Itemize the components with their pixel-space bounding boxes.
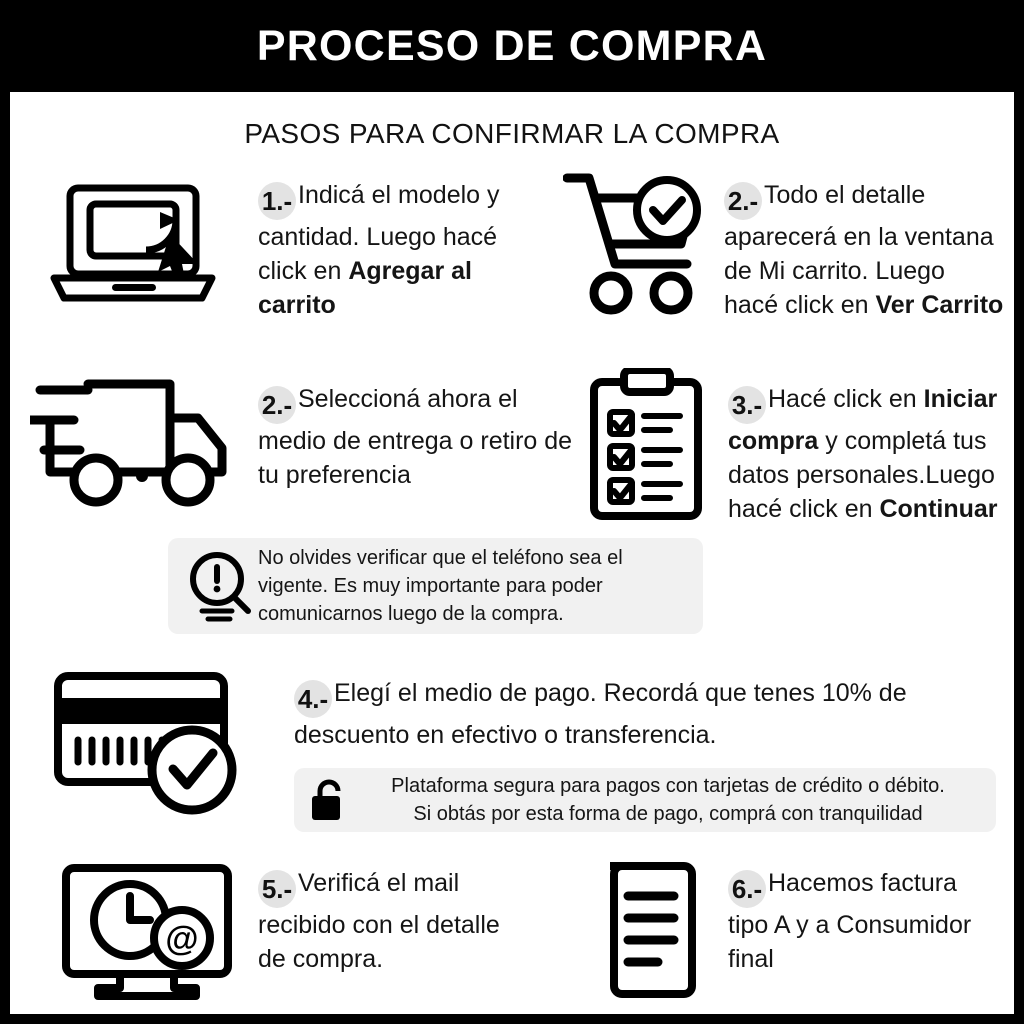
phone-verification-note	[168, 538, 703, 634]
step-2-cart-body: Todo el detalle aparecerá en la ventana de Mi carrito. Luego hacé click en	[724, 181, 994, 319]
secure-payment-note	[294, 768, 996, 832]
step-1	[258, 178, 528, 322]
step-2-cart-text	[724, 178, 1004, 322]
secure-payment-note-line1: Plataforma segura para pagos con tarjetas de crédito o débito.	[391, 775, 945, 797]
step-1-body: Indicá el modelo y cantidad. Luego hacé click en	[258, 181, 500, 285]
padlock-icon	[308, 777, 354, 823]
shopping-cart-check-icon	[563, 168, 711, 320]
step-6	[728, 866, 993, 976]
subtitle: PASOS PARA CONFIRMAR LA COMPRA	[244, 118, 780, 149]
step-2-delivery-number: 2.-	[258, 386, 296, 424]
step-6-text	[728, 866, 993, 976]
step-4-number: 4.-	[294, 680, 332, 718]
step-3-number: 3.-	[728, 386, 766, 424]
credit-card-check-icon	[52, 668, 252, 816]
secure-payment-note-text	[354, 772, 982, 828]
step-5-body: Verificá el mail recibido con el detalle de compra.	[258, 869, 500, 973]
phone-verification-note-text: No olvides verificar que el teléfono sea el vigente. Es muy importante para poder comunicarnos luego de la compra.	[258, 547, 623, 625]
step-3-text	[728, 382, 1006, 526]
monitor-clock-mail-icon	[60, 862, 245, 1002]
laptop-cursor-icon	[48, 182, 218, 307]
step-2-delivery-text	[258, 382, 578, 492]
header-bar	[0, 0, 1024, 92]
step-2-delivery-body: Seleccioná ahora el medio de entrega o retiro de tu preferencia	[258, 385, 573, 489]
secure-payment-note-line2: Si obtás por esta forma de pago, comprá con tranquilidad	[413, 803, 923, 825]
step-6-number: 6.-	[728, 870, 766, 908]
svg-text:@: @	[165, 920, 199, 958]
step-2-cart	[724, 178, 1004, 322]
page-title: PROCESO DE COMPRA	[256, 21, 768, 70]
step-5	[258, 866, 518, 976]
step-4-body: Elegí el medio de pago. Recordá que tenes 10% de descuento en efectivo o transferencia.	[294, 679, 907, 749]
invoice-document-icon	[602, 860, 702, 1000]
step-5-text	[258, 866, 518, 976]
step-1-number: 1.-	[258, 182, 296, 220]
step-4-text	[294, 676, 994, 752]
exclamation-magnifier-icon	[184, 549, 258, 623]
step-5-number: 5.-	[258, 870, 296, 908]
step-3	[728, 382, 1006, 526]
step-3-body-2: y completá tus datos personales.Luego hacé click en	[728, 427, 995, 523]
step-3-body: Hacé click en	[768, 385, 924, 413]
step-2-cart-emphasis: Ver Carrito	[875, 291, 1004, 319]
step-1-text	[258, 178, 528, 322]
step-6-body: Hacemos factura tipo A y a Consumidor final	[728, 869, 972, 973]
checklist-clipboard-icon	[588, 368, 706, 523]
step-2-delivery	[258, 382, 578, 492]
step-4	[294, 676, 994, 752]
delivery-truck-icon	[30, 372, 235, 512]
step-3-emphasis-2: Continuar	[879, 495, 998, 523]
step-3-emphasis-1: Iniciar compra	[728, 385, 998, 455]
step-1-emphasis: Agregar al carrito	[258, 257, 472, 319]
step-2-cart-number: 2.-	[724, 182, 762, 220]
